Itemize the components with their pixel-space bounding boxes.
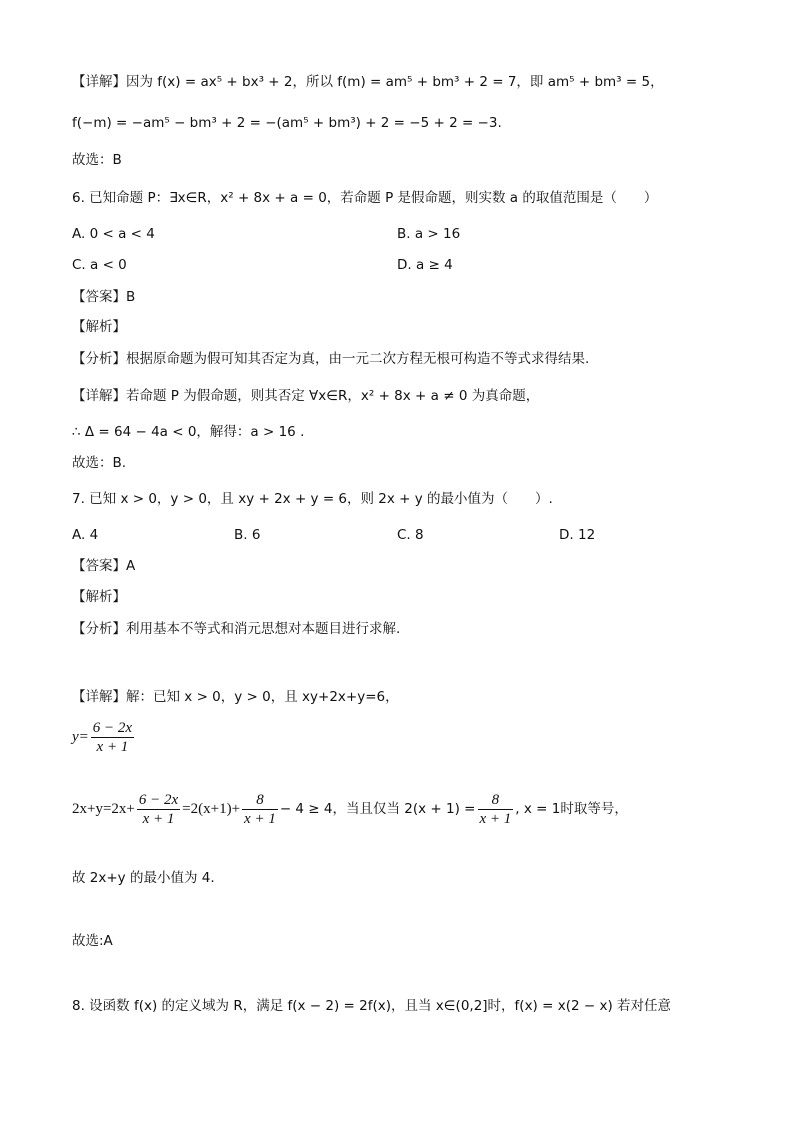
- fraction-b: $\frac{6 - 2x}{x + 1}$: [138, 791, 179, 827]
- question-8: 8. 设函数 f(x) 的定义域为 R，满足 f(x − 2) = 2f(x)，且当 x∈(0,2]时，f(x) = x(2 − x) 若对任意: [72, 998, 672, 1014]
- expr-part-4: , x = 1时取等号，: [515, 801, 628, 817]
- q7-min-value: 故 2x+y 的最小值为 4.: [72, 870, 215, 886]
- q6-detail: 【详解】若命题 P 为假命题，则其否定 ∀x∈R，x² + 8x + a ≠ 0 为真命题，: [72, 388, 540, 404]
- q6-detail-cont: ∴ Δ = 64 − 4a < 0，解得：a > 16 .: [72, 424, 305, 440]
- q7-analysis: 【分析】利用基本不等式和消元思想对本题目进行求解.: [72, 621, 401, 637]
- expr-part-3: − 4 ≥ 4，当且仅当 2(x + 1) =: [279, 801, 476, 817]
- q6-analysis: 【分析】根据原命题为假可知其否定为真，由一元二次方程无根可构造不等式求得结果.: [72, 351, 590, 367]
- q7-analysis-label: 【解析】: [72, 589, 126, 605]
- q7-option-a: A. 4: [72, 527, 99, 543]
- q7-answer: 【答案】A: [72, 558, 136, 574]
- q6-answer: 【答案】B: [72, 289, 136, 305]
- q7-y-expression: [72, 718, 136, 756]
- q7-option-c: C. 8: [397, 527, 424, 543]
- q6-option-c: C. a < 0: [72, 257, 127, 273]
- q7-main-expression: [72, 790, 628, 828]
- line-choose-5: 故选：B: [72, 152, 122, 168]
- line-detail-5: 【详解】因为 f(x) = ax⁵ + bx³ + 2，所以 f(m) = am⁵ + bm³ + 2 = 7，即 am⁵ + bm³ = 5，: [72, 74, 664, 90]
- q6-option-d: D. a ≥ 4: [397, 257, 453, 273]
- q6-option-a: A. 0 < a < 4: [72, 226, 155, 242]
- q6-option-b: B. a > 16: [397, 226, 461, 242]
- fraction-y: $\frac{6 - 2x}{x + 1}$: [92, 719, 133, 755]
- q7-option-d: D. 12: [559, 527, 596, 543]
- expr-part-2: =2(x+1)+: [182, 801, 241, 817]
- y-equals: y=: [72, 729, 89, 745]
- q7-detail: 【详解】解：已知 x > 0，y > 0，且 xy+2x+y=6，: [72, 689, 399, 705]
- expr-part-1: 2x+y=2x+: [72, 801, 135, 817]
- fraction-d: $\frac{8}{x + 1}$: [479, 791, 512, 827]
- fraction-c: $\frac{8}{x + 1}$: [244, 791, 276, 827]
- q6-choose: 故选：B.: [72, 455, 127, 471]
- q6-analysis-label: 【解析】: [72, 319, 126, 335]
- question-7: 7. 已知 x > 0，y > 0，且 xy + 2x + y = 6，则 2x + y 的最小值为（ ）.: [72, 491, 553, 507]
- question-6: 6. 已知命题 P：∃x∈R，x² + 8x + a = 0，若命题 P 是假命题，则实数 a 的取值范围是（ ）: [72, 190, 658, 206]
- q7-option-b: B. 6: [234, 527, 261, 543]
- line-detail-5-cont: f(−m) = −am⁵ − bm³ + 2 = −(am⁵ + bm³) + 2 = −5 + 2 = −3.: [72, 115, 502, 131]
- q7-choose: 故选:A: [72, 933, 113, 949]
